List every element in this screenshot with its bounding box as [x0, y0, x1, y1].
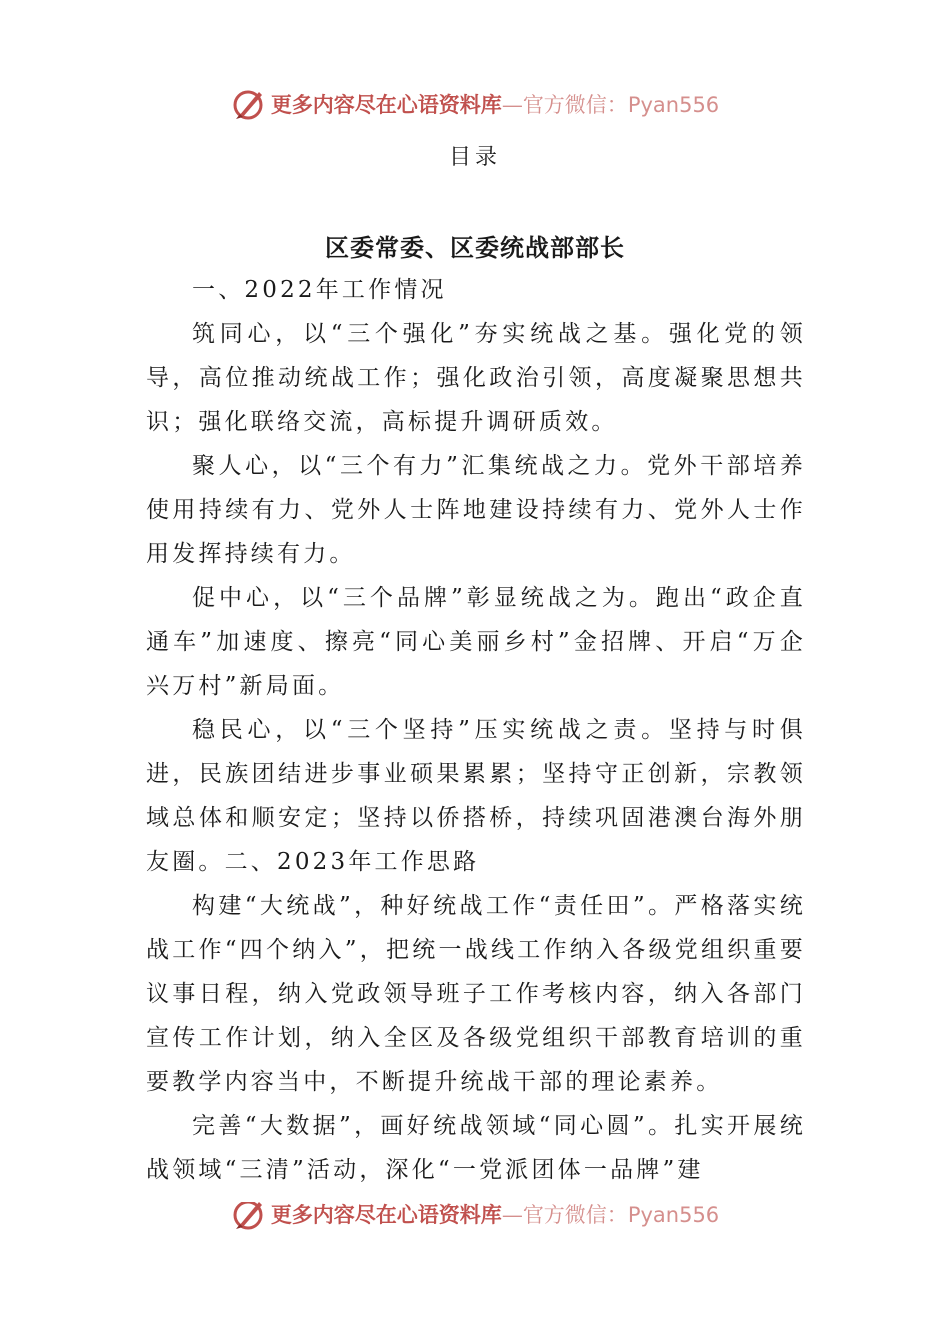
- section-heading-2022: 一、2022年工作情况: [192, 277, 447, 303]
- pen-logo-icon: [231, 86, 267, 122]
- toc-heading: 目录: [448, 145, 501, 170]
- document-title: 区委常委、区委统战部部长: [325, 233, 625, 262]
- document-body: [146, 268, 806, 1192]
- paragraph-dashuju: 完善“大数据”，画好统战领域“同心圆”。扎实开展统战领域“三清”活动，深化“一党派团体一品牌”建: [146, 1113, 806, 1183]
- banner-account: Pyan556: [627, 93, 720, 117]
- banner-dash: —: [501, 93, 523, 117]
- paragraph-datongzhan: 构建“大统战”，种好统战工作“责任田”。严格落实统战工作“四个纳入”，把统一战线工作纳入各级党组织重要议事日程，纳入党政领导班子工作考核内容，纳入各部门宣传工作计划，纳入全区及各级党组织干部教育培训的重要教学内容当中，不断提升统战干部的理论素养。: [146, 893, 806, 1095]
- paragraph-tongxin: 筑同心，以“三个强化”夯实统战之基。强化党的领导，高位推动统战工作；强化政治引领，高度凝聚思想共识；强化联络交流，高标提升调研质效。: [146, 321, 806, 435]
- banner-dash: —: [501, 1203, 523, 1227]
- header-watermark-banner: [0, 84, 950, 124]
- banner-text: 更多内容尽在心语资料库: [270, 92, 502, 117]
- banner-wechat-label: 官方微信：: [522, 1203, 628, 1227]
- banner-account: Pyan556: [627, 1203, 720, 1227]
- paragraph-minxin: 稳民心，以“三个坚持”压实统战之责。坚持与时俱进，民族团结进步事业硕果累累；坚持守正创新，宗教领域总体和顺安定；坚持以侨搭桥，持续巩固港澳台海外朋友圈。二、2023年工作思路: [146, 717, 806, 875]
- banner-wechat-label: 官方微信：: [522, 93, 628, 117]
- paragraph-zhongxin: 促中心，以“三个品牌”彰显统战之为。跑出“政企直通车”加速度、擦亮“同心美丽乡村”金招牌、开启“万企兴万村”新局面。: [146, 585, 806, 699]
- pen-logo-icon: [231, 1202, 267, 1232]
- footer-watermark-banner: [0, 1202, 950, 1242]
- banner-text: 更多内容尽在心语资料库: [270, 1202, 502, 1227]
- paragraph-renxin: 聚人心，以“三个有力”汇集统战之力。党外干部培养使用持续有力、党外人士阵地建设持续有力、党外人士作用发挥持续有力。: [146, 453, 806, 567]
